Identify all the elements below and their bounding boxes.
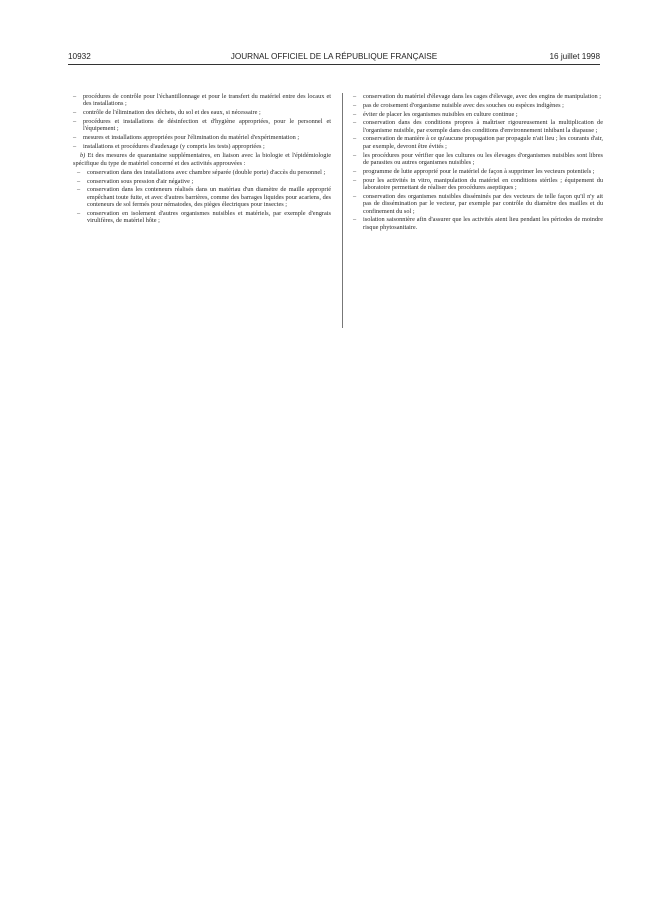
journal-title: JOURNAL OFFICIEL DE LA RÉPUBLIQUE FRANÇAISE bbox=[230, 52, 438, 61]
list-item-text: pas de croisement d'organisme nuisible avec des souches ou espèces indigènes ; bbox=[363, 101, 564, 109]
list-item-text: conservation du matériel d'élevage dans les cages d'élevage, avec des engins de manipulation ; bbox=[363, 93, 601, 100]
dash-marker: – bbox=[73, 93, 77, 100]
list-item bbox=[73, 93, 331, 108]
list-item bbox=[73, 143, 331, 150]
list-item bbox=[353, 93, 603, 100]
publication-date: 16 juillet 1998 bbox=[549, 52, 600, 61]
right-column bbox=[353, 93, 603, 233]
list-item-text: installations et procédures d'audexage (y compris les tests) appropriées ; bbox=[83, 142, 265, 150]
dash-marker: – bbox=[353, 135, 357, 143]
list-item bbox=[353, 135, 603, 150]
list-item bbox=[73, 109, 331, 116]
page-number: 10932 bbox=[68, 52, 91, 61]
list-item bbox=[73, 118, 331, 133]
list-item-text: conservation en isolement d'autres organismes nuisibles et matériels, par exemple d'engrais virulifères, de matériel hôte ; bbox=[87, 209, 331, 225]
list-item-text: conservation de manière à ce qu'aucune propagation par propagule n'ait lieu ; les courants d'air, par exemple, devront être évités ; bbox=[363, 135, 603, 150]
list-item-text: les procédures pour vérifier que les cultures ou les élevages d'organismes nuisibles sont libres de parasites ou autres organismes nuisibles ; bbox=[363, 151, 603, 167]
list-item bbox=[353, 168, 603, 175]
list-item-text: pour les activités in vitro, manipulation du matériel en conditions stériles ; équipement du laboratoire permettant de réaliser des procédures aseptiques ; bbox=[363, 176, 603, 192]
dash-marker: – bbox=[353, 101, 357, 109]
list-item-text: contrôle de l'élimination des déchets, du sol et des eaux, si nécessaire ; bbox=[83, 109, 261, 117]
list-item-text: conservation sous pression d'air négative ; bbox=[87, 177, 194, 185]
column-divider bbox=[342, 93, 343, 328]
list-item-text: procédures et installations de désinfection et d'hygiène appropriées, pour le personnel et l'équipement ; bbox=[83, 117, 331, 133]
list-item bbox=[353, 193, 603, 215]
list-item bbox=[353, 177, 603, 192]
list-item-text: conservation dans des conditions propres à maîtriser rigoureusement la multiplication de l'organisme nuisible, par exemple dans des conditions d'environnement inhibant la diapause ; bbox=[363, 119, 603, 134]
list-item-text: conservation dans des installations avec chambre séparée (double porte) d'accès du personnel ; bbox=[87, 168, 326, 176]
header-rule bbox=[68, 64, 600, 65]
dash-marker: – bbox=[353, 151, 357, 159]
list-item bbox=[73, 178, 331, 185]
dash-marker: – bbox=[353, 110, 357, 118]
list-item-text: programme de lutte approprié pour le matériel de façon à supprimer les vecteurs potentiels ; bbox=[363, 167, 595, 175]
dash-marker: – bbox=[353, 93, 357, 100]
dash-marker: – bbox=[353, 167, 357, 175]
dash-marker: – bbox=[73, 117, 77, 125]
dash-marker: – bbox=[353, 192, 357, 200]
dash-marker: – bbox=[77, 209, 81, 217]
list-item bbox=[353, 216, 603, 231]
dash-marker: – bbox=[353, 176, 357, 184]
paragraph-b-text: Et des mesures de quarantaine supplémentaires, en liaison avec la biologie et l'épidémiologie spécifique du type de matériel concerné et des activités approuvées : bbox=[73, 152, 331, 167]
dash-marker: – bbox=[77, 168, 81, 176]
left-column bbox=[73, 93, 331, 226]
dash-marker: – bbox=[77, 186, 81, 194]
dash-marker: – bbox=[73, 142, 77, 150]
list-item-text: conservation des organismes nuisibles disséminés par des vecteurs de telle façon qu'il n'y ait pas de dissémination par le vecteur, par exemple par contrôle du diamètre des mailles et du confinement du sol ; bbox=[363, 192, 603, 215]
list-item bbox=[73, 186, 331, 208]
list-item bbox=[73, 210, 331, 225]
dash-marker: – bbox=[77, 177, 81, 185]
list-item bbox=[353, 111, 603, 118]
list-item-text: isolation saisonnière afin d'assurer que les activités aient lieu pendant les périodes de moindre risque phytosanitaire. bbox=[363, 216, 603, 231]
page-header bbox=[68, 50, 600, 64]
list-item-text: procédures de contrôle pour l'échantillonnage et pour le transfert du matériel entre des locaux et des installations ; bbox=[83, 93, 331, 108]
list-item bbox=[353, 119, 603, 134]
list-item-text: conservation dans les conteneurs réalisés dans un matériau d'un diamètre de maille approprié empêchant toute fuite, et avec d'autres barrières, comme des barrages liquides pour acariens, des conteneurs de sol fermés pour nématodes, des pièges électriques pour insectes ; bbox=[87, 186, 331, 209]
paragraph-b-label: b) bbox=[80, 152, 86, 160]
dash-marker: – bbox=[73, 134, 77, 142]
list-item bbox=[73, 134, 331, 141]
list-item bbox=[73, 169, 331, 176]
dash-marker: – bbox=[353, 119, 357, 127]
list-item-text: mesures et installations appropriées pour l'élimination du matériel d'expérimentation ; bbox=[83, 134, 300, 142]
list-item bbox=[353, 102, 603, 109]
paragraph-b bbox=[73, 152, 331, 167]
list-item-text: éviter de placer les organismes nuisibles en culture continue ; bbox=[363, 110, 518, 118]
list-item bbox=[353, 152, 603, 167]
dash-marker: – bbox=[353, 216, 357, 224]
dash-marker: – bbox=[73, 109, 77, 117]
